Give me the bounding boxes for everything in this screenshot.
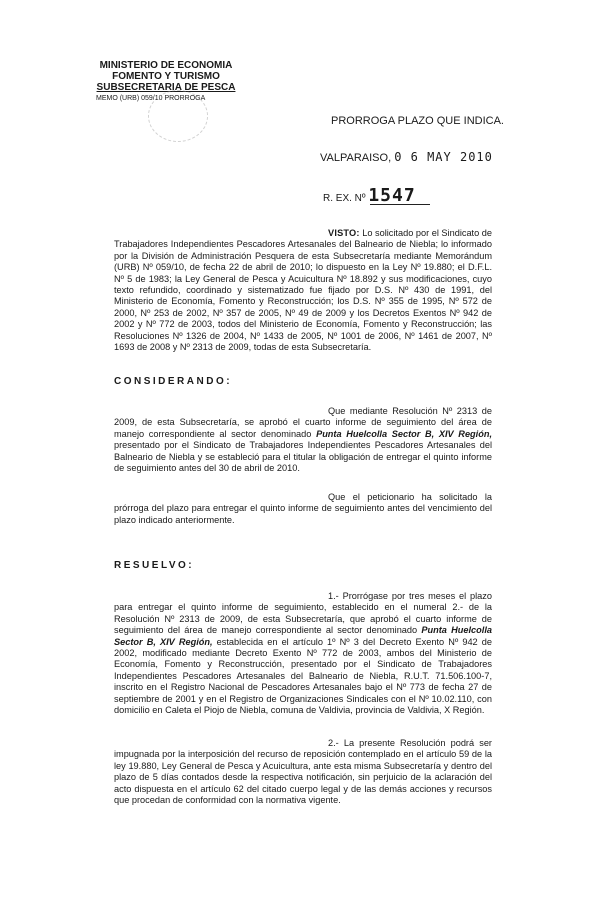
place-date [320,150,493,164]
rex-underline [370,204,430,205]
considerando-paragraph-1: Que mediante Resolución Nº 2313 de 2009, de esta Subsecretaría, se aprobó el cuarto informe de seguimiento del área de manejo correspondiente al sector denominado Punta Huelcolla Sector B, XIV Región, presentado por el Sindicato de Trabajadores Independientes Pescadores Artesanales del Balneario de Niebla y se estableció para el titular la obligación de entregar el quinto informe de seguimiento antes del 30 de abril de 2010. [114,406,492,474]
date: 0 6 MAY 2010 [394,150,493,164]
document-subject: PRORROGA PLAZO QUE INDICA. [331,115,504,127]
considerando-paragraph-2: Que el peticionario ha solicitado la prórroga del plazo para entregar el quinto informe de seguimiento antes del vencimiento del plazo indicado anteriormente. [114,492,492,525]
resuelvo-heading: RESUELVO: [114,560,195,571]
rex-number: 1547 [368,185,416,206]
resuelvo-article-2: 2.- La presente Resolución podrá ser impugnada por la interposición del recurso de reposición contemplado en el artículo 59 de la ley 19.880, Ley General de Pesca y Acuicultura, ante esta misma Subsecretaría y dentro del plazo de 5 días contados desde la respectiva notificación, sin perjuicio de la aclaración del acto dispuesta en el artículo 62 del citado cuerpo legal y de las demás acciones y recursos que procedan de conformidad con la normativa vigente. [114,738,492,806]
sector-name: Punta Huelcolla Sector B, XIV Región, [316,428,492,439]
ministry-subname: FOMENTO Y TURISMO [112,71,220,82]
place: VALPARAISO, [320,152,392,164]
subsecretaria-name: SUBSECRETARIA DE PESCA [96,82,236,93]
visto-label: VISTO: [328,228,360,238]
considerando-heading: CONSIDERANDO: [114,376,233,387]
resolution-number [323,185,416,206]
visto-text: Lo solicitado por el Sindicato de Trabajadores Independientes Pescadores Artesanales del Balneario de Niebla; lo informado por la División de Administración Pesquera de esta Subsecretaría mediante Memorándum (URB) Nº 059/10, de fecha 22 de abril de 2010; lo dispuesto en la Ley Nº 19.880; el D.F.L. Nº 5 de 1983; la Ley General de Pesca y Acuicultura Nº 18.892 y sus modificaciones, cuyo texto refundido, coordinado y sistematizado fue fijado por D.S. Nº 430 de 1991, del Ministerio de Economía, Fomento y Reconstrucción; los D.S. Nº 355 de 1995, Nº 572 de 2000, Nº 253 de 2002, Nº 357 de 2005, Nº 49 de 2009 y los Decretos Exentos Nº 942 de 2002 y Nº 772 de 2003, todos del Ministerio de Economía, Fomento y Reconstrucción; las Resoluciones Nº 1326 de 2004, Nº 1433 de 2005, Nº 1001 de 2006, Nº 1461 de 2007, Nº 1693 de 2008 y Nº 2313 de 2009, todas de esta Subsecretaría. [114,228,492,353]
sector-name: Punta Huelcolla Sector B, XIV Región, [114,625,492,647]
stamp-seal [148,90,208,142]
visto-paragraph [114,228,492,353]
ministry-name: MINISTERIO DE ECONOMIA [99,60,233,71]
memo-reference: MEMO (URB) 059/10 PRORROGA [96,95,206,102]
resuelvo-article-1: 1.- Prorrógase por tres meses el plazo para entregar el quinto informe de seguimiento, establecido en el numeral 2.- de la Resolución Nº 2313 de 2009, de esta Subsecretaría, que aprobó el cuarto informe de seguimiento del área de manejo correspondiente al sector denominado Punta Huelcolla Sector B, XIV Región, establecida en el artículo 1º Nº 3 del Decreto Exento Nº 942 de 2002, modificado mediante Decreto Exento Nº 772 de 2003, ambos del Ministerio de Economía, Fomento y Reconstrucción, presentado por el Sindicato de Trabajadores Independientes Pescadores Artesanales del Balneario de Niebla, R.U.T. 71.506.100-7, inscrito en el Registro Nacional de Pescadores Artesanales bajo el Nº 773 de fecha 27 de septiembre de 2001 y en el Registro de Organizaciones Sindicales con el Nº 10.02.110, con domicilio en Caleta el Piojo de Niebla, comuna de Valdivia, provincia de Valdivia, X Región. [114,591,492,716]
rex-label: R. EX. Nº [323,193,366,204]
